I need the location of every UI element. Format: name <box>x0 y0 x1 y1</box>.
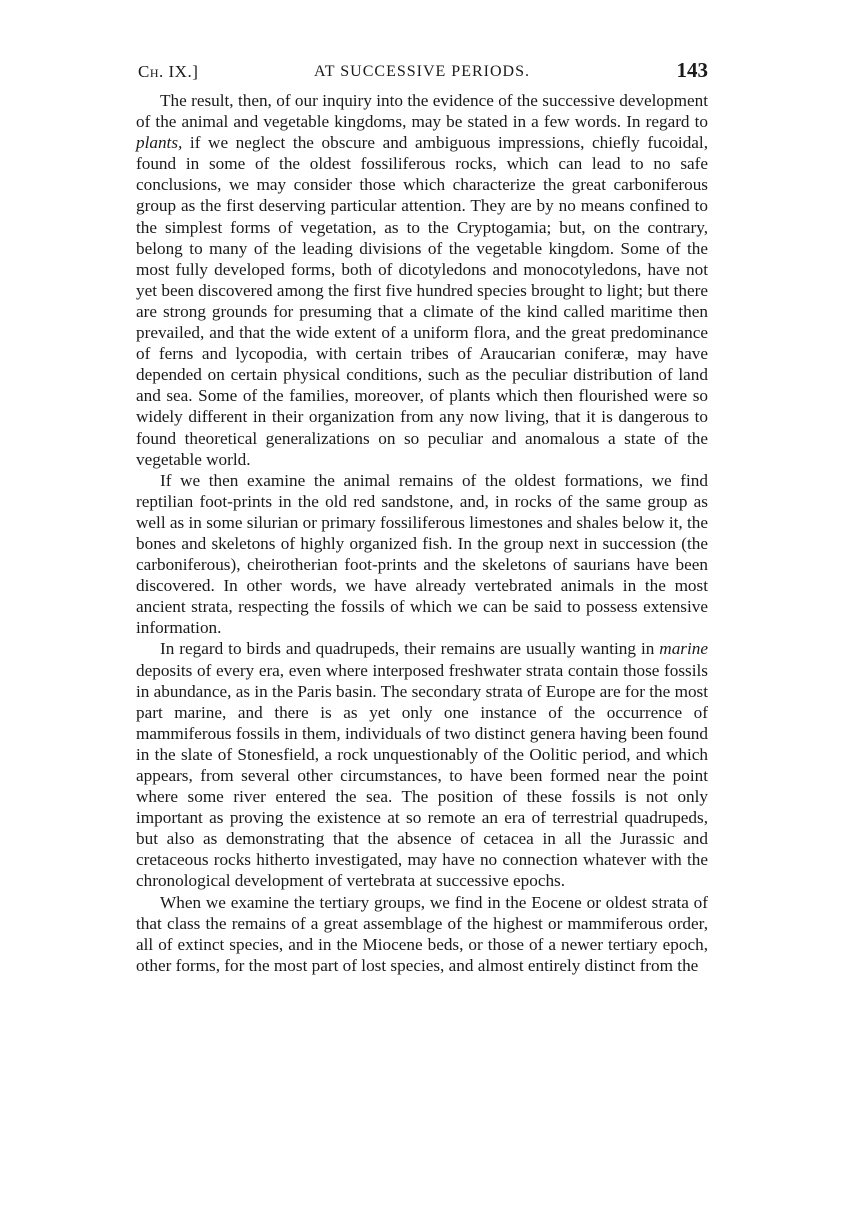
paragraph-3 <box>136 638 708 891</box>
paragraph-1-text-a: The result, then, of our inquiry into the evidence of the successive development of the animal and vegetable kingdoms, may be stated in a few words. In regard to <box>136 91 708 132</box>
book-page <box>136 58 708 976</box>
paragraph-2 <box>136 470 708 639</box>
paragraph-3-text-b: deposits of every era, even where interposed freshwater strata contain those fossils in abundance, as in the Paris basin. The secondary strata of Europe are for the most part marine, and there is as yet only one instance of the occurrence of mammiferous fossils in them, individuals of two distinct genera having been found in the slate of Stonesfield, a rock unquestionably of the Oolitic period, and which appears, from several other circumstances, to have been formed near the point where some river entered the sea. The position of these fossils is not only important as proving the existence at so remote an era of terrestrial quadrupeds, but also as demonstrating that the absence of cetacea in all the Jurassic and cretaceous rocks hitherto investigated, may have no connection whatever with the chronological development of vertebrata at successive epochs. <box>136 660 708 891</box>
running-head <box>136 58 708 86</box>
running-title: AT SUCCESSIVE PERIODS. <box>314 63 530 80</box>
paragraph-1-emphasis: plants, <box>136 133 183 153</box>
paragraph-2-text: If we then examine the animal remains of the oldest formations, we find reptilian foot-prints in the old red sandstone, and, in rocks of the same group as well as in some silurian or primary fossiliferous limestones and shales below it, the bones and skeletons of highly organized fish. In the group next in succession (the carboniferous), cheirotherian foot-prints and the skeletons of saurians have been discovered. In other words, we have already vertebrated animals in the most ancient strata, respecting the fossils of which we can be said to possess extensive information. <box>136 470 708 638</box>
body-text <box>136 90 708 976</box>
chapter-label: Ch. IX.] <box>138 62 199 81</box>
paragraph-1-text-b: if we neglect the obscure and ambiguous impressions, chiefly fucoidal, found in some of the oldest fossiliferous rocks, which can lead to no safe conclusions, we may consider those which characterize the great carboniferous group as the first deserving particular attention. They are by no means confined to the simplest forms of vegetation, as to the Cryptogamia; but, on the contrary, belong to many of the leading divisions of the vegetable kingdom. Some of the most fully developed forms, both of dicotyledons and monocotyledons, have not yet been discovered among the first five hundred species brought to light; but there are strong grounds for presuming that a climate of the kind called maritime then prevailed, and that the wide extent of a uniform flora, and the great predominance of ferns and lycopodia, with certain tribes of Araucarian coniferæ, may have depended on certain physical conditions, such as the peculiar distribution of land and sea. Some of the families, moreover, of plants which then flourished were so widely different in their organization from any now living, that it is dangerous to found theoretical generalizations on so peculiar and anomalous a state of the vegetable world. <box>136 133 708 469</box>
paragraph-3-emphasis: marine <box>659 639 708 659</box>
page-number: 143 <box>676 58 708 82</box>
paragraph-3-text-a: In regard to birds and quadrupeds, their remains are usually wanting in <box>160 639 660 659</box>
paragraph-4 <box>136 892 708 976</box>
paragraph-1 <box>136 90 708 470</box>
paragraph-4-text: When we examine the tertiary groups, we find in the Eocene or oldest strata of that class the remains of a great assemblage of the highest or mammiferous order, all of extinct species, and in the Miocene beds, or those of a newer tertiary epoch, other forms, for the most part of lost species, and almost entirely distinct from the <box>136 892 708 975</box>
